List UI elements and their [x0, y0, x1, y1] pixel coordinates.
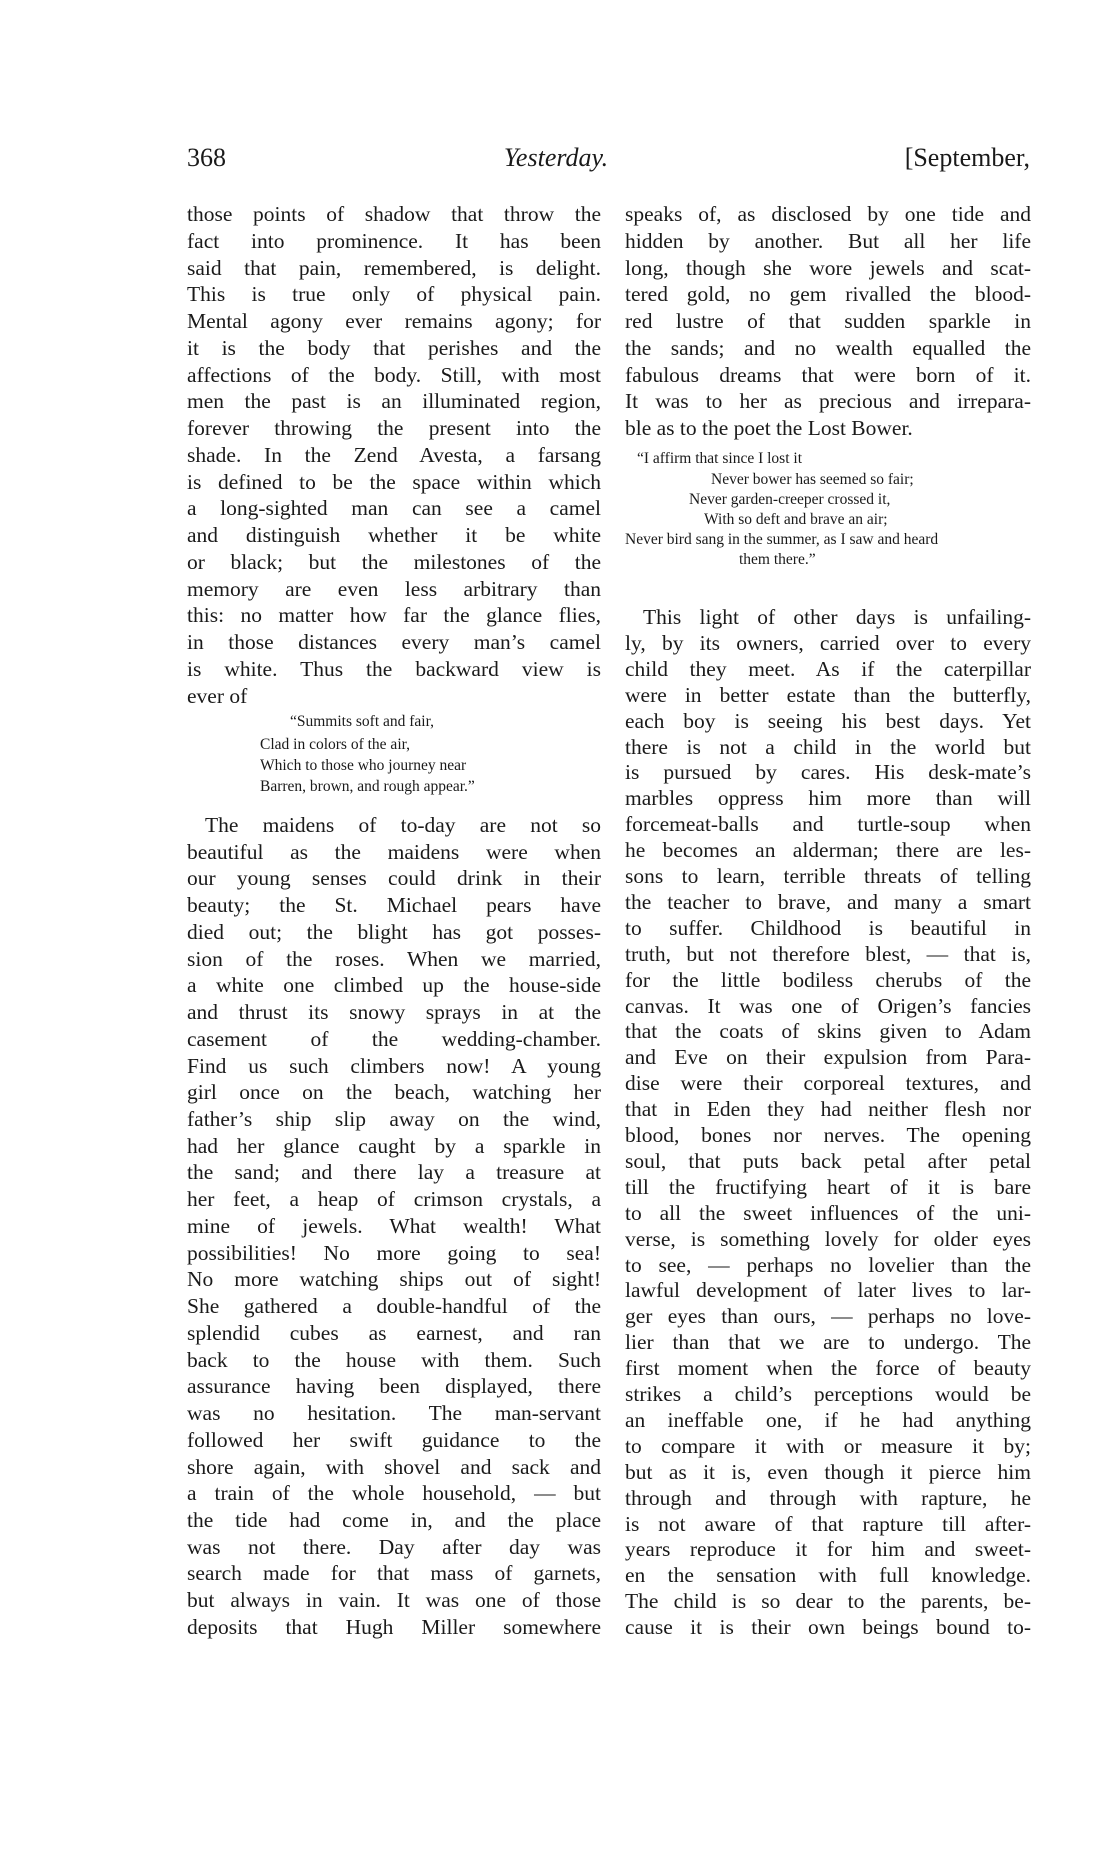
- text-line: It was to her as precious and irrepara-: [625, 389, 1031, 414]
- text-line: to compare it with or measure it by;: [625, 1433, 1031, 1458]
- text-line: died out; the blight has got posses-: [187, 919, 601, 944]
- text-line: this: no matter how far the glance flies,: [187, 603, 601, 628]
- text-line: was no hesitation. The man-servant: [187, 1401, 601, 1426]
- text-line: to see, — perhaps no lovelier than the: [625, 1252, 1031, 1277]
- text-line: were in better estate than the butterfly,: [625, 682, 1031, 707]
- text-line: Find us such climbers now! A young: [187, 1053, 601, 1078]
- text-line: to all the sweet influences of the uni-: [625, 1200, 1031, 1225]
- text-line: child they meet. As if the caterpillar: [625, 656, 1031, 681]
- text-line: girl once on the beach, watching her: [187, 1080, 601, 1105]
- text-line: This is true only of physical pain.: [187, 282, 601, 307]
- text-line: blood, bones nor nerves. The opening: [625, 1123, 1031, 1147]
- verse-line: Never bower has seemed so fair;: [711, 471, 914, 488]
- text-line: speaks of, as disclosed by one tide and: [625, 202, 1031, 226]
- text-line: She gathered a double-handful of the: [187, 1294, 601, 1319]
- text-line: The maidens of to-day are not so: [205, 813, 601, 837]
- verse-line: Never bird sang in the summer, as I saw and heard: [625, 531, 939, 548]
- text-line: ble as to the poet the Lost Bower.: [625, 416, 913, 440]
- text-line: cause it is their own beings bound to-: [625, 1615, 1031, 1640]
- text-line: red lustre of that sudden sparkle in: [625, 309, 1031, 333]
- page-number: 368: [187, 143, 226, 172]
- text-line: is defined to be the space within which: [187, 469, 601, 494]
- verse-line: “Summits soft and fair,: [290, 713, 435, 730]
- text-line: ly, by its owners, carried over to every: [625, 630, 1031, 655]
- verse-line: Which to those who journey near: [260, 757, 467, 774]
- text-line: mine of jewels. What wealth! What: [187, 1213, 601, 1238]
- text-line: No more watching ships out of sight!: [187, 1267, 601, 1292]
- text-line: memory are even less arbitrary than: [187, 576, 601, 601]
- text-line: forcemeat-balls and turtle-soup when: [625, 812, 1031, 837]
- text-line: search made for that mass of garnets,: [187, 1561, 601, 1586]
- text-line: and thrust its snowy sprays in at the: [187, 1000, 601, 1025]
- text-line: back to the house with them. Such: [187, 1347, 601, 1372]
- text-line: there is not a child in the world but: [625, 734, 1031, 759]
- text-line: hidden by another. But all her life: [625, 228, 1031, 253]
- text-line: the teacher to brave, and many a smart: [625, 889, 1031, 914]
- text-line: shore again, with shovel and sack and: [187, 1454, 601, 1479]
- text-line: beautiful as the maidens were when: [187, 839, 601, 864]
- text-line: those points of shadow that throw the: [187, 202, 601, 226]
- verse-line: Barren, brown, and rough appear.”: [260, 778, 475, 795]
- text-line: ger eyes than ours, — perhaps no love-: [625, 1304, 1031, 1329]
- text-line: and Eve on their expulsion from Para-: [625, 1045, 1031, 1070]
- text-line: fabulous dreams that were born of it.: [625, 362, 1031, 387]
- text-line: en the sensation with full knowledge.: [625, 1563, 1031, 1588]
- text-line: years reproduce it for him and sweet-: [625, 1537, 1031, 1562]
- text-line: strikes a child’s perceptions would be: [625, 1382, 1031, 1406]
- verse-line: With so deft and brave an air;: [704, 511, 888, 528]
- text-line: casement of the wedding-chamber.: [187, 1026, 601, 1051]
- text-line: deposits that Hugh Miller somewhere: [187, 1614, 601, 1639]
- text-line: fact into prominence. It has been: [187, 228, 601, 253]
- text-line: that in Eden they had neither flesh nor: [625, 1097, 1031, 1122]
- text-line: the sand; and there lay a treasure at: [187, 1160, 601, 1185]
- text-line: our young senses could drink in their: [187, 866, 601, 891]
- text-line: is pursued by cares. His desk-mate’s: [625, 760, 1031, 785]
- text-line: he becomes an alderman; there are les-: [625, 838, 1031, 863]
- text-line: sons to learn, terrible threats of telling: [625, 864, 1031, 888]
- text-line: dise were their corporeal textures, and: [625, 1071, 1031, 1096]
- text-line: each boy is seeing his best days. Yet: [625, 708, 1031, 733]
- text-line: This light of other days is unfailing-: [643, 605, 1031, 629]
- text-line: is not aware of that rapture till after-: [625, 1511, 1031, 1536]
- text-line: or black; but the milestones of the: [187, 549, 601, 574]
- text-line: lier than that we are to undergo. The: [625, 1330, 1031, 1355]
- text-line: till the fructifying heart of it is bare: [625, 1174, 1031, 1199]
- text-line: is white. Thus the backward view is: [187, 656, 601, 681]
- text-line: sion of the roses. When we married,: [187, 946, 601, 971]
- text-line: beauty; the St. Michael pears have: [187, 893, 601, 918]
- text-line: assurance having been displayed, there: [187, 1374, 601, 1399]
- text-line: but as it is, even though it pierce him: [625, 1459, 1031, 1484]
- text-line: in those distances every man’s camel: [187, 630, 601, 654]
- text-line: shade. In the Zend Avesta, a farsang: [187, 442, 601, 467]
- text-line: through and through with rapture, he: [625, 1485, 1031, 1510]
- text-line: first moment when the force of beauty: [625, 1356, 1031, 1381]
- verse-line: them there.”: [739, 551, 816, 568]
- text-line: that the coats of skins given to Adam: [625, 1019, 1031, 1044]
- text-line: splendid cubes as earnest, and ran: [187, 1320, 601, 1345]
- text-line: forever throwing the present into the: [187, 416, 601, 440]
- text-line: for the little bodiless cherubs of the: [625, 967, 1031, 992]
- text-line: it is the body that perishes and the: [187, 335, 601, 360]
- running-month: [September,: [904, 143, 1030, 172]
- text-line: followed her swift guidance to the: [187, 1427, 601, 1452]
- text-line: soul, that puts back petal after petal: [625, 1148, 1031, 1173]
- text-line: tered gold, no gem rivalled the blood-: [625, 282, 1031, 307]
- text-line: a white one climbed up the house-side: [187, 973, 601, 998]
- text-line: a train of the whole household, — but: [187, 1481, 601, 1506]
- text-line: and distinguish whether it be white: [187, 523, 601, 547]
- text-line: possibilities! No more going to sea!: [187, 1240, 601, 1265]
- text-line: the sands; and no wealth equalled the: [625, 335, 1031, 360]
- text-line: a long-sighted man can see a camel: [187, 496, 601, 521]
- text-line: was not there. Day after day was: [187, 1534, 601, 1559]
- text-line: verse, is something lovely for older eyes: [625, 1226, 1031, 1251]
- text-line: to suffer. Childhood is beautiful in: [625, 915, 1031, 940]
- text-line: had her glance caught by a sparkle in: [187, 1133, 601, 1158]
- text-line: said that pain, remembered, is delight.: [187, 255, 601, 280]
- text-line: an ineffable one, if he had anything: [625, 1407, 1031, 1432]
- verse-line: Clad in colors of the air,: [260, 736, 411, 753]
- text-line: the tide had come in, and the place: [187, 1507, 601, 1532]
- text-line: Mental agony ever remains agony; for: [187, 309, 601, 333]
- text-line: affections of the body. Still, with most: [187, 362, 601, 387]
- verse-line: “I affirm that since I lost it: [637, 450, 802, 467]
- text-line: marbles oppress him more than will: [625, 786, 1031, 811]
- text-line: lawful development of later lives to lar-: [625, 1278, 1031, 1303]
- running-title: Yesterday.: [503, 143, 609, 172]
- text-line: her feet, a heap of crimson crystals, a: [187, 1187, 601, 1212]
- text-line: father’s ship slip away on the wind,: [187, 1107, 601, 1132]
- text-line: ever of: [187, 683, 248, 708]
- text-line: The child is so dear to the parents, be-: [625, 1589, 1031, 1614]
- text-line: men the past is an illuminated region,: [187, 389, 601, 414]
- text-line: truth, but not therefore blest, — that is,: [625, 941, 1031, 966]
- text-line: long, though she wore jewels and scat-: [625, 255, 1031, 280]
- text-line: but always in vain. It was one of those: [187, 1588, 601, 1613]
- verse-line: Never garden-creeper crossed it,: [689, 491, 891, 508]
- text-line: canvas. It was one of Origen’s fancies: [625, 993, 1031, 1018]
